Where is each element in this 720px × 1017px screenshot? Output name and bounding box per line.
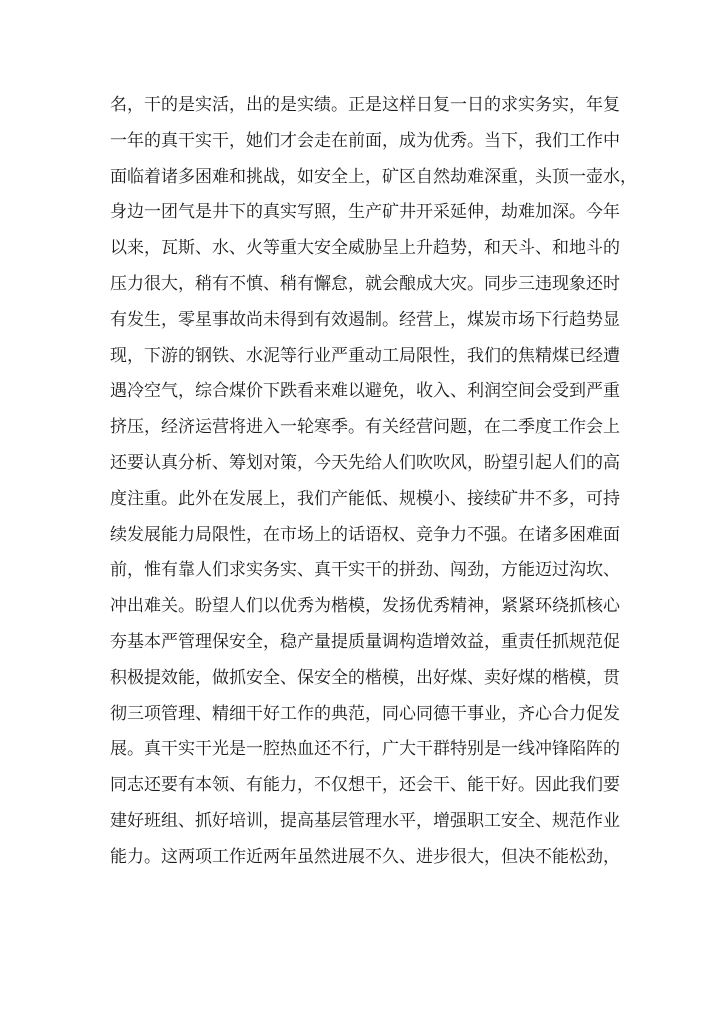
- text-line: 一年的真干实干，她们才会走在前面，成为优秀。当下，我们工作中: [110, 130, 620, 151]
- text-line: 压力很大，稍有不慎、稍有懈怠，就会酿成大灾。同步三违现象还时: [110, 273, 620, 294]
- text-line: 展。真干实干光是一腔热血还不行，广大干群特别是一线冲锋陷阵的: [110, 739, 620, 760]
- text-line: 积极提效能，做抓安全、保安全的楷模，出好煤、卖好煤的楷模，贯: [110, 667, 620, 688]
- text-line: 前，惟有靠人们求实务实、真干实干的拼劲、闯劲，方能迈过沟坎、: [110, 560, 620, 581]
- text-line: 遇冷空气，综合煤价下跌看来难以避免，收入、利润空间会受到严重: [110, 381, 620, 402]
- text-line: 续发展能力局限性，在市场上的话语权、竞争力不强。在诸多困难面: [110, 524, 620, 545]
- text-line: 现，下游的钢铁、水泥等行业严重动工局限性，我们的焦精煤已经遭: [110, 345, 620, 366]
- text-line: 面临着诸多困难和挑战，如安全上，矿区自然劫难深重，头顶一壶水，: [110, 166, 637, 187]
- text-line: 彻三项管理、精细干好工作的典范，同心同德干事业，齐心合力促发: [110, 703, 620, 724]
- text-line: 还要认真分析、筹划对策，今天先给人们吹吹风，盼望引起人们的高: [110, 452, 620, 473]
- text-line: 冲出难关。盼望人们以优秀为楷模，发扬优秀精神，紧紧环绕抓核心: [110, 596, 620, 617]
- text-line: 名，干的是实活，出的是实绩。正是这样日复一日的求实务实，年复: [110, 95, 620, 115]
- text-line: 以来，瓦斯、水、火等重大安全威胁呈上升趋势，和天斗、和地斗的: [110, 238, 620, 259]
- text-line: 度注重。此外在发展上，我们产能低、规模小、接续矿井不多，可持: [110, 488, 620, 509]
- text-line: 有发生，零星事故尚未得到有效遏制。经营上，煤炭市场下行趋势显: [110, 309, 620, 330]
- text-line: 挤压，经济运营将进入一轮寒季。有关经营问题，在二季度工作会上: [110, 417, 620, 438]
- text-line: 能力。这两项工作近两年虽然进展不久、进步很大，但决不能松劲，: [110, 846, 620, 867]
- text-line: 夯基本严管理保安全，稳产量提质量调构造增效益，重责任抓规范促: [110, 631, 620, 652]
- text-line: 建好班组、抓好培训，提高基层管理水平，增强职工安全、规范作业: [110, 810, 620, 831]
- body-text: [110, 88, 637, 876]
- text-line: 同志还要有本领、有能力，不仅想干，还会干、能干好。因此我们要: [110, 775, 620, 796]
- text-line: 身边一团气是井下的真实写照，生产矿井开采延伸，劫难加深。今年: [110, 202, 620, 223]
